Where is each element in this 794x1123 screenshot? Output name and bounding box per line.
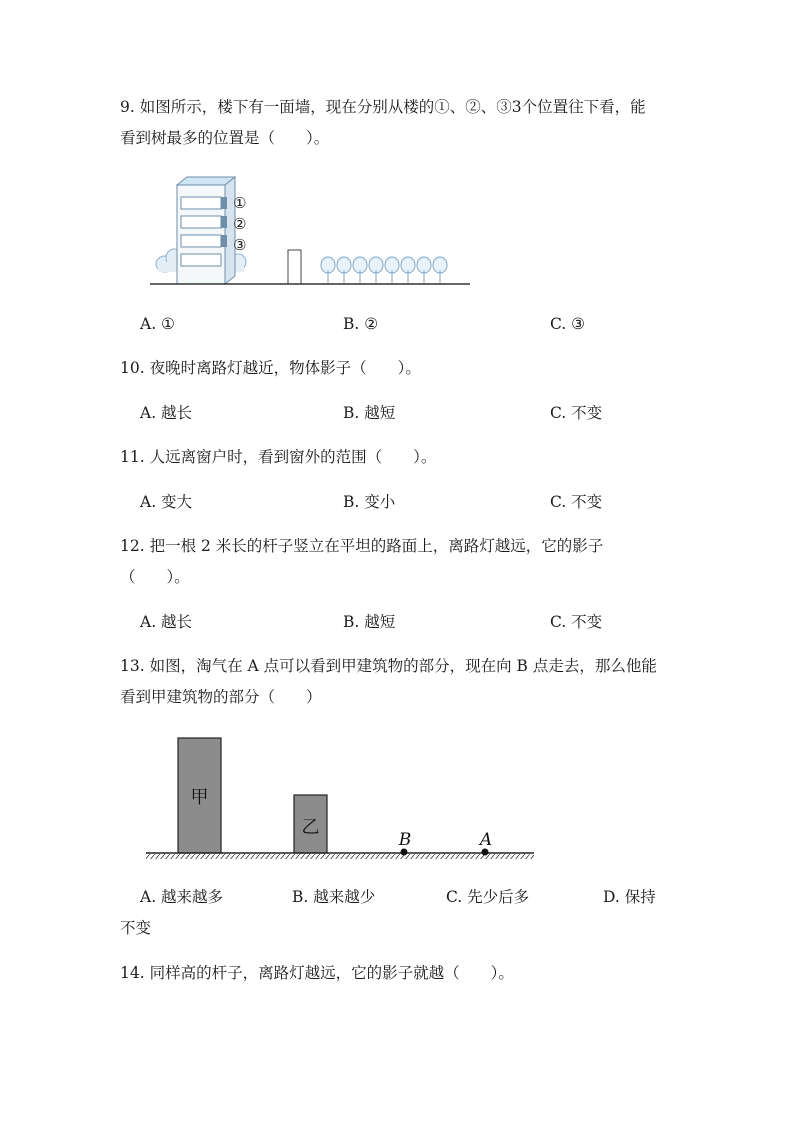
q10-option-c: C. 不变 [550, 404, 603, 422]
point-b-label: B [398, 830, 412, 850]
figure9-label-2: ② [233, 215, 247, 233]
figure9-label-1: ① [233, 194, 247, 212]
question-14-line-1: 14. 同样高的杆子，离路灯越远，它的影子就越（ ）。 [120, 964, 514, 982]
q13-option-b: B. 越来越少 [292, 888, 376, 906]
building-yi-label: 乙 [301, 817, 320, 838]
trees-icon [321, 257, 447, 284]
q13-option-a: A. 越来越多 [140, 888, 224, 906]
figure-building-wall-trees [150, 172, 475, 290]
building-icon [177, 177, 235, 284]
building-jia-label: 甲 [190, 787, 209, 808]
q10-option-b: B. 越短 [343, 404, 396, 422]
q13-option-d-wrap: 不变 [120, 919, 152, 937]
question-12-line-1: 12. 把一根 2 米长的杆子竖立在平坦的路面上，离路灯越远，它的影子 [120, 537, 604, 555]
question-9-line-1: 9. 如图所示，楼下有一面墙，现在分别从楼的①、②、③3个位置往下看，能 [120, 98, 646, 116]
q10-option-a: A. 越长 [140, 404, 193, 422]
q12-option-c: C. 不变 [550, 613, 603, 631]
q13-option-d: D. 保持 [603, 888, 656, 906]
question-12-line-2: （ ）。 [120, 568, 190, 586]
point-a-label: A [479, 830, 493, 850]
q11-option-b: B. 变小 [343, 493, 396, 511]
q9-option-a: A. ① [140, 315, 175, 333]
question-11-line-1: 11. 人远离窗户时，看到窗外的范围（ ）。 [120, 448, 437, 466]
question-10-line-1: 10. 夜晚时离路灯越近，物体影子（ ）。 [120, 359, 421, 377]
q9-option-c: C. ③ [550, 315, 586, 333]
q9-option-b: B. ② [343, 315, 379, 333]
question-9-line-2: 看到树最多的位置是（ ）。 [120, 129, 330, 147]
q11-option-a: A. 变大 [140, 493, 193, 511]
question-13-line-1: 13. 如图，淘气在 A 点可以看到甲建筑物的部分，现在向 B 点走去，那么他能 [120, 657, 657, 675]
question-13-line-2: 看到甲建筑物的部分（ ） [120, 688, 322, 706]
figure9-label-3: ③ [233, 236, 247, 254]
q13-option-c: C. 先少后多 [446, 888, 530, 906]
q11-option-c: C. 不变 [550, 493, 603, 511]
wall-icon [288, 250, 301, 284]
q12-option-a: A. 越长 [140, 613, 193, 631]
figure-buildings-ab [144, 735, 536, 863]
q12-option-b: B. 越短 [343, 613, 396, 631]
